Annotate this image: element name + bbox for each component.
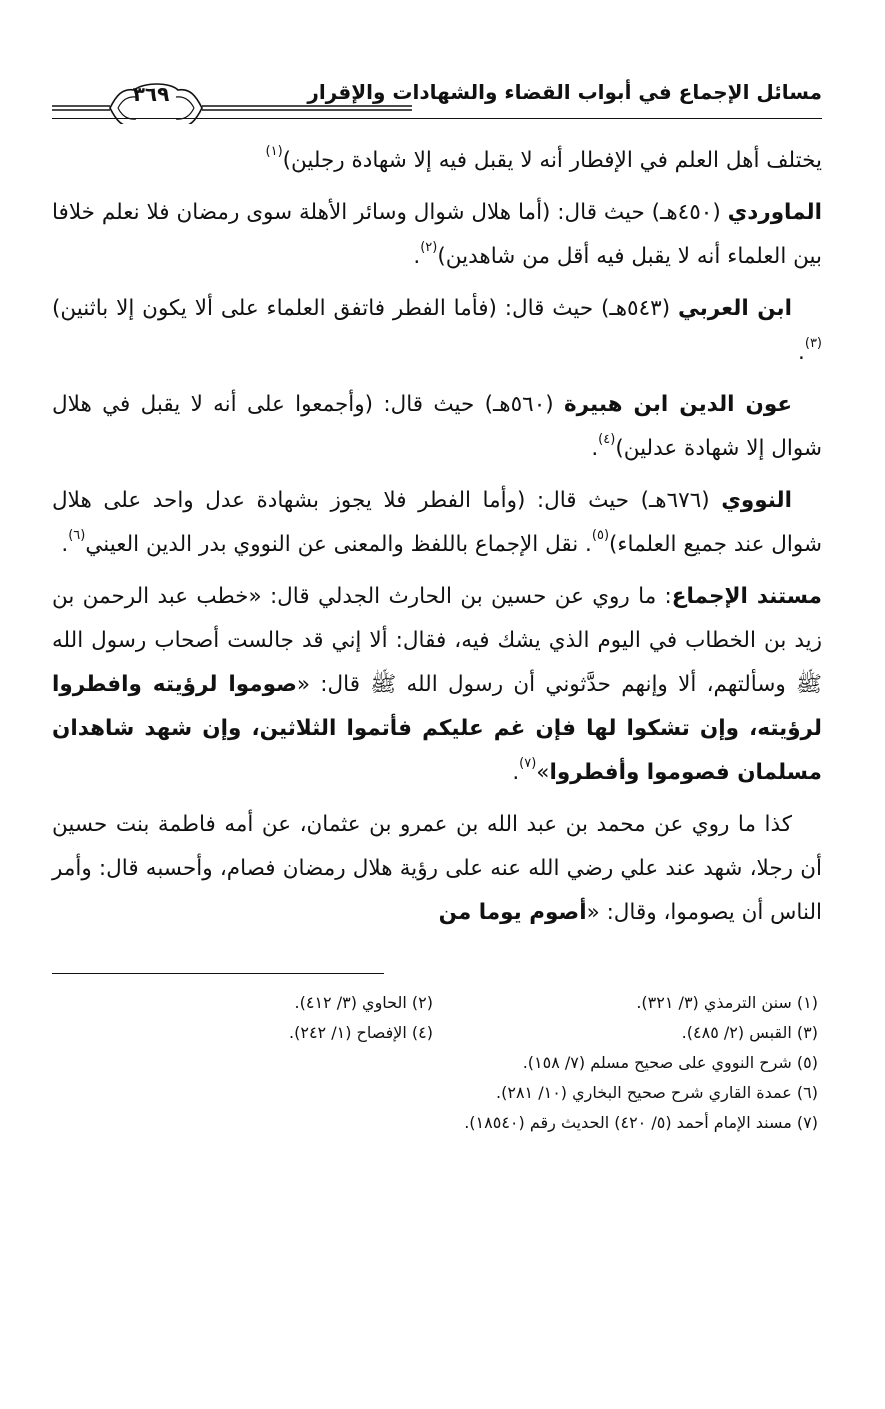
footnote-ref-6: (٦)	[68, 528, 86, 543]
footnote-2: (٢) الحاوي (٣/ ٤١٢).	[294, 993, 433, 1012]
author-name: النووي	[721, 488, 792, 513]
footnote-4: (٤) الإفصاح (١/ ٢٤٢).	[289, 1023, 433, 1042]
period: .	[413, 244, 421, 269]
paragraph-ibn-arabi	[52, 287, 822, 375]
footnote-7: (٧) مسند الإمام أحمد (٥/ ٤٢٠) الحديث رقم (١٨٥٤٠).	[464, 1113, 818, 1132]
footnote-5: (٥) شرح النووي على صحيح مسلم (٧/ ١٥٨).	[522, 1053, 818, 1072]
footnote-separator-wrap	[52, 943, 822, 988]
footnote-6: (٦) عمدة القاري شرح صحيح البخاري (١٠/ ٢٨١).	[496, 1083, 818, 1102]
paragraph-text: يختلف أهل العلم في الإفطار أنه لا يقبل فيه إلا شهادة رجلين)	[282, 148, 822, 173]
footnote-1: (١) سنن الترمذي (٣/ ٣٢١).	[636, 993, 818, 1012]
period: .	[61, 532, 69, 557]
author-name: ابن العربي	[677, 296, 792, 321]
quote-text: (٤٥٠هـ) حيث قال: (أما هلال شوال وسائر الأهلة سوى رمضان فلا نعلم خلافا بين العلماء أنه لا يقبل فيه أقل من شاهدين)	[52, 200, 822, 269]
paragraph-similar	[52, 803, 822, 935]
paragraph-text: كذا ما روي عن محمد بن عبد الله بن عمرو بن عثمان، عن أمه فاطمة بنت حسين أن رجلا، شهد عند علي رضي الله عنه على رؤية هلال رمضان فصام، وأحسبه قال: وأمر الناس أن يصوموا، وقال: «	[52, 812, 822, 925]
footnote-row	[52, 1018, 818, 1048]
period: .	[798, 340, 805, 365]
running-title: مسائل الإجماع في أبواب القضاء والشهادات والإقرار	[307, 80, 822, 104]
paragraph-evidence	[52, 575, 822, 795]
paragraph-ibn-hubayra	[52, 383, 822, 471]
footnote-separator	[52, 973, 384, 974]
quote-text: (٦٧٦هـ) حيث قال: (وأما الفطر فلا يجوز بشهادة عدل واحد على هلال شوال عند جميع العلماء)	[52, 488, 822, 557]
closing-quote: »	[536, 760, 550, 785]
quote-text: (٥٦٠هـ) حيث قال: (وأجمعوا على أنه لا يقبل في هلال شوال إلا شهادة عدلين)	[52, 392, 822, 461]
ornament-frame-icon	[52, 78, 412, 124]
paragraph-mawardi	[52, 191, 822, 279]
footnote-row	[52, 1108, 818, 1138]
page-header	[52, 62, 822, 118]
paragraph-text: . نقل الإجماع باللفظ والمعنى عن النووي بدر الدين العيني	[85, 532, 592, 557]
footnote-ref-5: (٥)	[591, 528, 610, 543]
footnote-ref-3: (٣)	[804, 336, 822, 351]
footnote-ref-1: (١)	[265, 144, 283, 159]
main-text	[52, 139, 822, 935]
period: .	[591, 436, 599, 461]
hadith-text: صوموا لرؤيته وافطروا لرؤيته، وإن تشكوا لها فإن غم عليكم فأتموا الثلاثين، وإن شهد شاهدان مسلمان فصوموا وأفطروا	[52, 672, 822, 785]
period: .	[512, 760, 520, 785]
footnote-ref-7: (٧)	[519, 756, 537, 771]
footnotes	[52, 988, 822, 1138]
hadith-text: أصوم يوما من	[438, 900, 587, 925]
footnote-row	[52, 988, 818, 1018]
footnote-ref-4: (٤)	[598, 432, 616, 447]
author-name: عون الدين ابن هبيرة	[563, 392, 793, 417]
footnote-row	[52, 1078, 818, 1108]
paragraph-nawawi	[52, 479, 822, 567]
author-name: الماوردي	[727, 200, 822, 225]
section-label: مستند الإجماع	[671, 584, 822, 609]
page-number-ornament	[52, 78, 297, 118]
footnote-3: (٣) القبس (٢/ ٤٨٥).	[681, 1023, 818, 1042]
book-page	[52, 62, 822, 1138]
paragraph-text: : ما روي عن حسين بن الحارث الجدلي قال: «خطب عبد الرحمن بن زيد بن الخطاب في اليوم الذي يشك فيه، فقال: ألا إني قد جالست أصحاب رسول الله ﷺ وسألتهم، ألا وإنهم حدَّثوني أن رسول الله ﷺ قال: «	[52, 584, 822, 697]
paragraph-1	[52, 139, 822, 183]
quote-text: (٥٤٣هـ) حيث قال: (فأما الفطر فاتفق العلماء على ألا يكون إلا باثنين)	[52, 296, 678, 321]
footnote-ref-2: (٢)	[420, 240, 438, 255]
page-number: ٣٦٩	[132, 82, 170, 106]
footnote-row	[52, 1048, 818, 1078]
